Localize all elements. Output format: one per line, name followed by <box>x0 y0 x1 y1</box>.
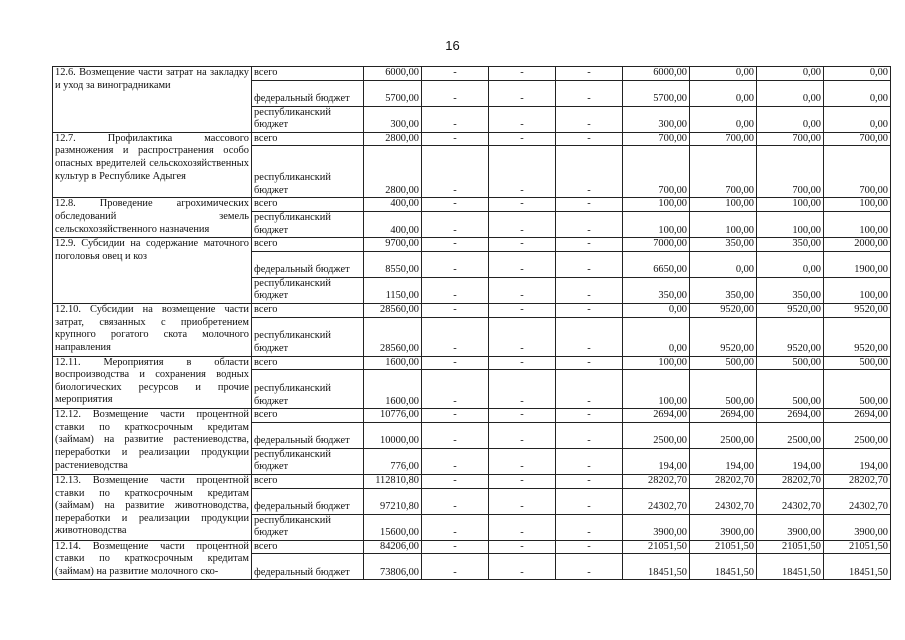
year-amount-cell: - <box>489 540 556 554</box>
year-amount-cell: - <box>556 474 623 488</box>
year-amount-cell: - <box>489 554 556 580</box>
year-amount-cell: 2500,00 <box>690 422 757 448</box>
year-amount-cell: 9520,00 <box>757 303 824 317</box>
year-amount-cell: - <box>556 317 623 356</box>
funding-source: всего <box>252 303 364 317</box>
year-amount-cell: 2694,00 <box>757 409 824 423</box>
year-amount-cell: 24302,70 <box>824 488 891 514</box>
year-amount-cell: 2500,00 <box>824 422 891 448</box>
year-amount-cell: 0,00 <box>623 317 690 356</box>
year-amount-cell: 2000,00 <box>824 238 891 252</box>
total-amount-cell: 10776,00 <box>364 409 422 423</box>
funding-source: республиканский бюджет <box>252 146 364 198</box>
year-amount-cell: 2694,00 <box>623 409 690 423</box>
year-amount-cell: 3900,00 <box>757 514 824 540</box>
year-amount-cell: - <box>422 514 489 540</box>
total-amount-cell: 9700,00 <box>364 238 422 252</box>
year-amount-cell: - <box>489 251 556 277</box>
year-amount-cell: - <box>556 448 623 474</box>
measure-description: 12.8. Проведение агрохимических обследований земель сельскохозяйственного назначения <box>53 198 252 238</box>
table-row <box>53 198 891 212</box>
page-number: 16 <box>445 38 460 53</box>
year-amount-cell: - <box>556 67 623 81</box>
year-amount-cell: 500,00 <box>757 356 824 370</box>
year-amount-cell: 2694,00 <box>824 409 891 423</box>
year-amount-cell: 0,00 <box>824 80 891 106</box>
year-amount-cell: 100,00 <box>690 198 757 212</box>
total-amount-cell: 28560,00 <box>364 303 422 317</box>
year-amount-cell: 300,00 <box>623 106 690 132</box>
year-amount-cell: 194,00 <box>623 448 690 474</box>
year-amount-cell: 500,00 <box>690 370 757 409</box>
year-amount-cell: - <box>489 198 556 212</box>
year-amount-cell: 0,00 <box>690 251 757 277</box>
year-amount-cell: - <box>489 317 556 356</box>
funding-source: всего <box>252 67 364 81</box>
year-amount-cell: 24302,70 <box>690 488 757 514</box>
year-amount-cell: 2500,00 <box>623 422 690 448</box>
measure-description: 12.14. Возмещение части процентной ставки по краткосрочным кредитам (займам) на развитие молочного ско- <box>53 540 252 580</box>
year-amount-cell: 100,00 <box>757 198 824 212</box>
year-amount-cell: 0,00 <box>824 106 891 132</box>
year-amount-cell: 18451,50 <box>757 554 824 580</box>
year-amount-cell: 100,00 <box>824 198 891 212</box>
year-amount-cell: - <box>489 238 556 252</box>
funding-source: федеральный бюджет <box>252 488 364 514</box>
year-amount-cell: - <box>489 514 556 540</box>
table-body <box>53 67 891 580</box>
year-amount-cell: - <box>422 67 489 81</box>
funding-source: республиканский бюджет <box>252 514 364 540</box>
year-amount-cell: 5700,00 <box>623 80 690 106</box>
year-amount-cell: 0,00 <box>757 67 824 81</box>
year-amount-cell: - <box>489 303 556 317</box>
year-amount-cell: 100,00 <box>623 356 690 370</box>
total-amount-cell: 6000,00 <box>364 67 422 81</box>
total-amount-cell: 300,00 <box>364 106 422 132</box>
year-amount-cell: - <box>489 409 556 423</box>
year-amount-cell: - <box>422 238 489 252</box>
measure-description: 12.9. Субсидии на содержание маточного поголовья овец и коз <box>53 238 252 304</box>
year-amount-cell: 9520,00 <box>757 317 824 356</box>
year-amount-cell: - <box>422 211 489 237</box>
funding-source: республиканский бюджет <box>252 277 364 303</box>
year-amount-cell: 350,00 <box>623 277 690 303</box>
year-amount-cell: - <box>556 198 623 212</box>
year-amount-cell: 700,00 <box>757 146 824 198</box>
year-amount-cell: - <box>556 80 623 106</box>
measure-description: 12.6. Возмещение части затрат на закладку и уход за виноградниками <box>53 67 252 133</box>
year-amount-cell: - <box>422 370 489 409</box>
funding-source: федеральный бюджет <box>252 554 364 580</box>
year-amount-cell: - <box>556 409 623 423</box>
year-amount-cell: 350,00 <box>757 238 824 252</box>
year-amount-cell: 0,00 <box>757 106 824 132</box>
year-amount-cell: 2694,00 <box>690 409 757 423</box>
funding-source: республиканский бюджет <box>252 448 364 474</box>
year-amount-cell: - <box>556 370 623 409</box>
year-amount-cell: 100,00 <box>623 370 690 409</box>
year-amount-cell: - <box>489 132 556 146</box>
year-amount-cell: 500,00 <box>824 356 891 370</box>
measure-description: 12.12. Возмещение части процентной ставки по краткосрочным кредитам (займам) на развитие растениеводства, переработки и реализации продукции растениеводства <box>53 409 252 475</box>
year-amount-cell: 700,00 <box>690 132 757 146</box>
year-amount-cell: - <box>422 277 489 303</box>
year-amount-cell: 18451,50 <box>824 554 891 580</box>
measure-description: 12.13. Возмещение части процентной ставки по краткосрочным кредитам (займам) на развитие животноводства, переработки и реализации продукции животноводства <box>53 474 252 540</box>
total-amount-cell: 112810,80 <box>364 474 422 488</box>
total-amount-cell: 1600,00 <box>364 356 422 370</box>
year-amount-cell: 0,00 <box>824 67 891 81</box>
total-amount-cell: 10000,00 <box>364 422 422 448</box>
funding-source: республиканский бюджет <box>252 106 364 132</box>
year-amount-cell: 350,00 <box>690 238 757 252</box>
year-amount-cell: 700,00 <box>623 146 690 198</box>
year-amount-cell: 700,00 <box>824 132 891 146</box>
total-amount-cell: 776,00 <box>364 448 422 474</box>
year-amount-cell: 0,00 <box>757 251 824 277</box>
funding-source: всего <box>252 409 364 423</box>
year-amount-cell: - <box>556 238 623 252</box>
year-amount-cell: 18451,50 <box>623 554 690 580</box>
year-amount-cell: 0,00 <box>690 106 757 132</box>
year-amount-cell: - <box>556 356 623 370</box>
year-amount-cell: 21051,50 <box>824 540 891 554</box>
year-amount-cell: 0,00 <box>757 80 824 106</box>
year-amount-cell: - <box>422 106 489 132</box>
year-amount-cell: 700,00 <box>824 146 891 198</box>
total-amount-cell: 73806,00 <box>364 554 422 580</box>
total-amount-cell: 84206,00 <box>364 540 422 554</box>
year-amount-cell: - <box>556 251 623 277</box>
year-amount-cell: - <box>556 211 623 237</box>
year-amount-cell: 21051,50 <box>757 540 824 554</box>
year-amount-cell: 24302,70 <box>623 488 690 514</box>
year-amount-cell: 9520,00 <box>690 317 757 356</box>
funding-source: всего <box>252 474 364 488</box>
total-amount-cell: 400,00 <box>364 198 422 212</box>
year-amount-cell: 700,00 <box>690 146 757 198</box>
year-amount-cell: - <box>422 80 489 106</box>
year-amount-cell: - <box>422 474 489 488</box>
year-amount-cell: - <box>556 277 623 303</box>
year-amount-cell: 28202,70 <box>757 474 824 488</box>
year-amount-cell: 500,00 <box>824 370 891 409</box>
year-amount-cell: 194,00 <box>824 448 891 474</box>
year-amount-cell: 500,00 <box>757 370 824 409</box>
year-amount-cell: 9520,00 <box>690 303 757 317</box>
year-amount-cell: - <box>422 448 489 474</box>
table-row <box>53 409 891 423</box>
funding-source: республиканский бюджет <box>252 211 364 237</box>
year-amount-cell: 700,00 <box>757 132 824 146</box>
year-amount-cell: 100,00 <box>690 211 757 237</box>
year-amount-cell: - <box>489 474 556 488</box>
year-amount-cell: 18451,50 <box>690 554 757 580</box>
funding-source: республиканский бюджет <box>252 370 364 409</box>
year-amount-cell: 0,00 <box>690 67 757 81</box>
year-amount-cell: - <box>422 251 489 277</box>
funding-source: республиканский бюджет <box>252 317 364 356</box>
year-amount-cell: - <box>489 370 556 409</box>
table-row <box>53 540 891 554</box>
measure-description: 12.10. Субсидии на возмещение части затрат, связанных с приобретением крупного рогатого скота молочного направления <box>53 303 252 356</box>
funding-source: всего <box>252 198 364 212</box>
year-amount-cell: 100,00 <box>623 198 690 212</box>
year-amount-cell: - <box>556 554 623 580</box>
total-amount-cell: 28560,00 <box>364 317 422 356</box>
funding-source: всего <box>252 540 364 554</box>
year-amount-cell: 6000,00 <box>623 67 690 81</box>
table-row <box>53 356 891 370</box>
year-amount-cell: 28202,70 <box>824 474 891 488</box>
year-amount-cell: - <box>489 106 556 132</box>
total-amount-cell: 1600,00 <box>364 370 422 409</box>
year-amount-cell: 3900,00 <box>623 514 690 540</box>
year-amount-cell: - <box>422 317 489 356</box>
total-amount-cell: 2800,00 <box>364 146 422 198</box>
year-amount-cell: 100,00 <box>757 211 824 237</box>
year-amount-cell: 100,00 <box>824 277 891 303</box>
year-amount-cell: - <box>422 422 489 448</box>
year-amount-cell: - <box>489 211 556 237</box>
total-amount-cell: 8550,00 <box>364 251 422 277</box>
year-amount-cell: - <box>556 488 623 514</box>
year-amount-cell: - <box>422 540 489 554</box>
year-amount-cell: 100,00 <box>623 211 690 237</box>
funding-source: всего <box>252 132 364 146</box>
year-amount-cell: - <box>556 422 623 448</box>
year-amount-cell: - <box>489 80 556 106</box>
year-amount-cell: - <box>556 132 623 146</box>
measure-description: 12.11. Мероприятия в области воспроизводства и сохранения водных биологических ресурсов и прочие мероприятия <box>53 356 252 409</box>
table-row <box>53 132 891 146</box>
year-amount-cell: - <box>422 198 489 212</box>
year-amount-cell: - <box>556 106 623 132</box>
total-amount-cell: 2800,00 <box>364 132 422 146</box>
year-amount-cell: - <box>422 356 489 370</box>
year-amount-cell: - <box>489 277 556 303</box>
year-amount-cell: - <box>489 448 556 474</box>
year-amount-cell: 21051,50 <box>623 540 690 554</box>
funding-source: федеральный бюджет <box>252 251 364 277</box>
year-amount-cell: 24302,70 <box>757 488 824 514</box>
year-amount-cell: 3900,00 <box>690 514 757 540</box>
year-amount-cell: - <box>556 514 623 540</box>
year-amount-cell: 3900,00 <box>824 514 891 540</box>
year-amount-cell: 2500,00 <box>757 422 824 448</box>
year-amount-cell: 21051,50 <box>690 540 757 554</box>
funding-source: всего <box>252 238 364 252</box>
year-amount-cell: 350,00 <box>757 277 824 303</box>
funding-source: федеральный бюджет <box>252 80 364 106</box>
total-amount-cell: 15600,00 <box>364 514 422 540</box>
year-amount-cell: 100,00 <box>824 211 891 237</box>
year-amount-cell: - <box>489 356 556 370</box>
funding-source: федеральный бюджет <box>252 422 364 448</box>
year-amount-cell: 0,00 <box>623 303 690 317</box>
table-row <box>53 474 891 488</box>
year-amount-cell: 350,00 <box>690 277 757 303</box>
year-amount-cell: - <box>422 146 489 198</box>
year-amount-cell: 6650,00 <box>623 251 690 277</box>
year-amount-cell: 7000,00 <box>623 238 690 252</box>
total-amount-cell: 400,00 <box>364 211 422 237</box>
year-amount-cell: - <box>422 488 489 514</box>
year-amount-cell: 9520,00 <box>824 317 891 356</box>
funding-source: всего <box>252 356 364 370</box>
year-amount-cell: 9520,00 <box>824 303 891 317</box>
year-amount-cell: 28202,70 <box>690 474 757 488</box>
year-amount-cell: 194,00 <box>757 448 824 474</box>
table-row <box>53 67 891 81</box>
measure-description: 12.7. Профилактика массового размножения и распространения особо опасных вредителей сельскохозяйственных культур в Республике Адыгея <box>53 132 252 198</box>
year-amount-cell: - <box>556 146 623 198</box>
total-amount-cell: 1150,00 <box>364 277 422 303</box>
year-amount-cell: - <box>489 422 556 448</box>
year-amount-cell: 28202,70 <box>623 474 690 488</box>
year-amount-cell: - <box>489 67 556 81</box>
year-amount-cell: - <box>422 303 489 317</box>
table-row <box>53 238 891 252</box>
year-amount-cell: - <box>422 132 489 146</box>
table-row <box>53 303 891 317</box>
year-amount-cell: - <box>489 488 556 514</box>
year-amount-cell: 1900,00 <box>824 251 891 277</box>
budget-table <box>52 66 891 580</box>
year-amount-cell: 194,00 <box>690 448 757 474</box>
total-amount-cell: 5700,00 <box>364 80 422 106</box>
total-amount-cell: 97210,80 <box>364 488 422 514</box>
year-amount-cell: - <box>422 554 489 580</box>
year-amount-cell: 500,00 <box>690 356 757 370</box>
year-amount-cell: - <box>556 540 623 554</box>
year-amount-cell: - <box>489 146 556 198</box>
year-amount-cell: 0,00 <box>690 80 757 106</box>
year-amount-cell: - <box>422 409 489 423</box>
year-amount-cell: - <box>556 303 623 317</box>
year-amount-cell: 700,00 <box>623 132 690 146</box>
